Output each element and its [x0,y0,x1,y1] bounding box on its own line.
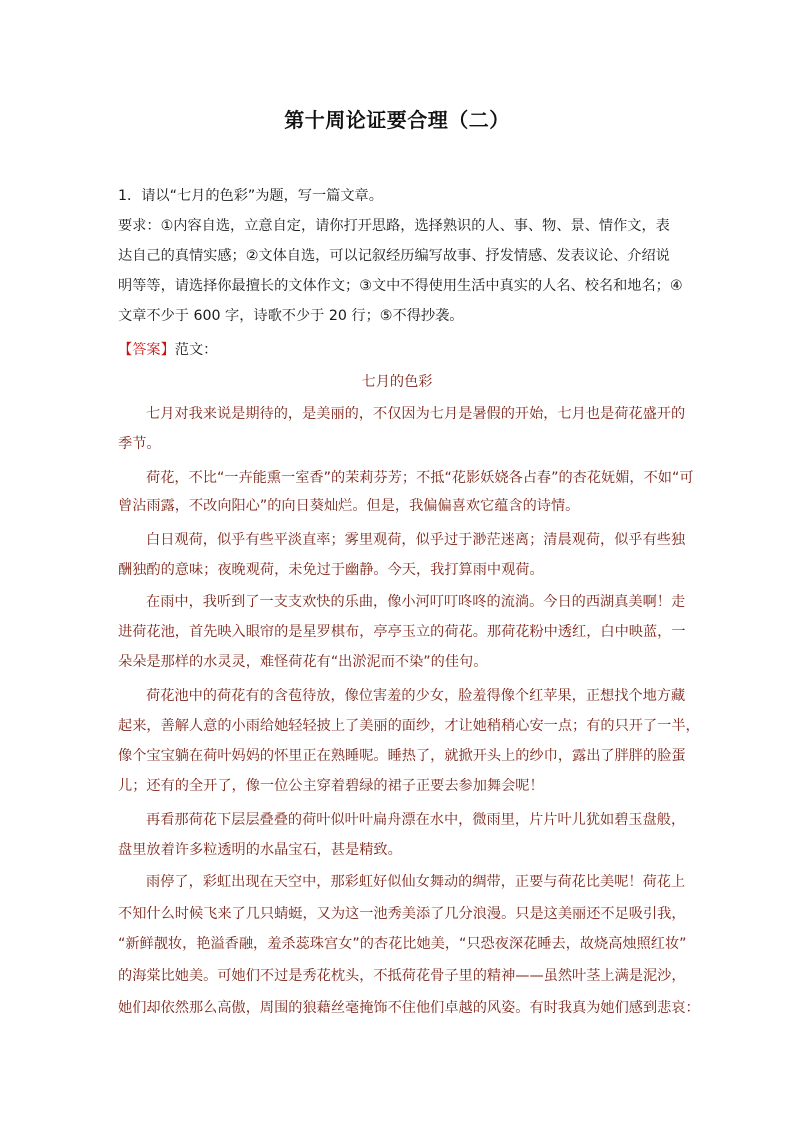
essay-line: 再看那荷花下层层叠叠的荷叶似叶叶扁舟漂在水中，微雨里，片片叶儿犹如碧玉盘般， [146,812,686,828]
question-line: 要求：①内容自选，立意自定，请你打开思路，选择熟识的人、事、物、景、情作文，表 [118,218,670,234]
question-line: 文章不少于 600 字，诗歌不少于 20 行；⑤不得抄袭。 [118,308,464,324]
essay-line: 荷花，不比“一卉能熏一室香”的茉莉芬芳；不抵“花影妖娆各占春”的杏花妩媚，不如“可 [146,470,694,486]
question-line: 达自己的真情实感；②文体自选，可以记叙经历编写故事、抒发情感、发表议论、介绍说 [118,248,670,264]
essay-line: 在雨中，我听到了一支支欢快的乐曲，像小河叮叮咚咚的流淌。今日的西湖真美啊！走 [146,594,686,610]
essay-line: 雨停了，彩虹出现在天空中，那彩虹好似仙女舞动的绸带，正要与荷花比美呢！荷花上 [146,874,686,890]
essay-line: 的海棠比她美。可她们不过是秀花枕头，不抵荷花骨子里的精神——虽然叶茎上满是泥沙， [118,968,686,984]
essay-line: 七月对我来说是期待的，是美丽的，不仅因为七月是暑假的开始，七月也是荷花盛开的 [146,406,686,422]
essay-line: 酬独酌的意味；夜晚观荷，未免过于幽静。今天，我打算雨中观荷。 [118,562,544,578]
page-title: 第十周论证要合理（二） [284,108,510,132]
essay-line: 像个宝宝躺在荷叶妈妈的怀里正在熟睡呢。睡热了，就掀开头上的纱巾，露出了胖胖的脸蛋 [118,748,686,764]
question-line: 1．请以“七月的色彩”为题，写一篇文章。 [118,188,383,204]
question-line: 明等等，请选择你最擅长的文体作文；③文中不得使用生活中真实的人名、校名和地名；④ [118,278,683,294]
essay-line: 白日观荷，似乎有些平淡直率；雾里观荷，似乎过于渺茫迷离；清晨观荷，似乎有些独 [146,532,686,548]
essay-line: 曾沾雨露，不改向阳心”的向日葵灿烂。但是，我偏偏喜欢它蕴含的诗情。 [118,498,580,514]
essay-line: 朵朵是那样的水灵灵，难怪荷花有“出淤泥而不染”的佳句。 [118,654,488,670]
essay-line: 儿；还有的全开了，像一位公主穿着碧绿的裙子正要去参加舞会呢！ [118,778,544,794]
essay-line: 盘里放着许多粒透明的水晶宝石，甚是精致。 [118,842,402,858]
answer-label: 范文： [174,342,218,358]
essay-line: 她们却依然那么高傲，周围的狼藉丝毫掩饰不住他们卓越的风姿。有时我真为她们感到悲哀： [118,1000,700,1016]
answer-tag: 【答案】 [118,342,175,358]
essay-line: 荷花池中的荷花有的含苞待放，像位害羞的少女，脸羞得像个红苹果，正想找个地方藏 [146,688,686,704]
essay-line: 不知什么时候飞来了几只蜻蜓，又为这一池秀美添了几分浪漫。只是这美丽还不足吸引我， [118,906,686,922]
essay-line: 进荷花池，首先映入眼帘的是星罗棋布，亭亭玉立的荷花。那荷花粉中透红，白中映蓝，一 [118,624,686,640]
essay-line: “新鲜靓妆，艳溢香融，羞杀蕊珠宫女”的杏花比她美，“只恐夜深花睡去，故烧高烛照红妆” [118,936,687,952]
essay-line: 季节。 [118,436,161,452]
essay-title: 七月的色彩 [361,374,433,390]
essay-line: 起来，善解人意的小雨给她轻轻披上了美丽的面纱，才让她稍稍心安一点；有的只开了一半， [118,718,700,734]
answer-header [118,340,217,360]
